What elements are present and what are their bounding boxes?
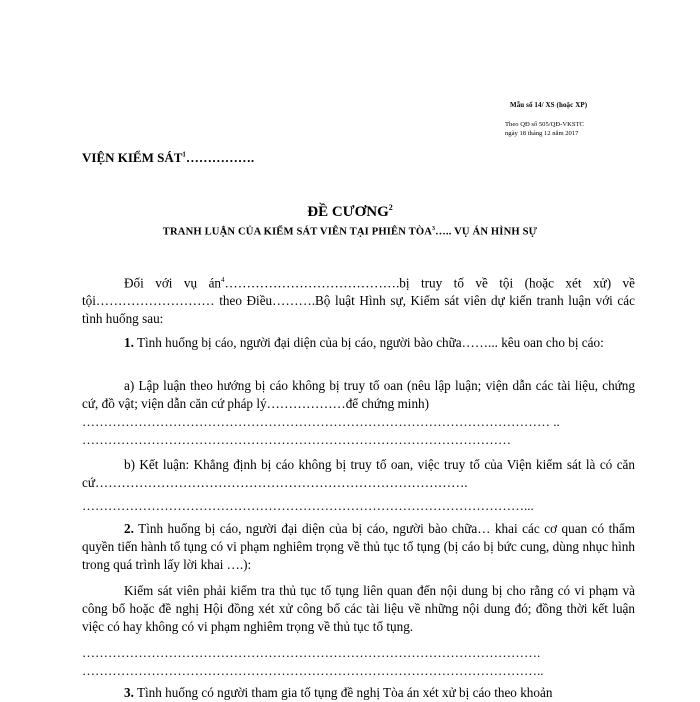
footnote-ref: 1 [182,150,186,159]
section-text: Tình huống có người tham gia tố tụng đề nghị Tòa án xét xử bị cáo theo khoản [136,685,553,700]
document-subtitle [0,226,700,238]
footnote-ref: 3 [432,226,436,232]
title-main: ĐỀ CƯƠNG [307,204,389,220]
section-text: Tình huống bị cáo, người đại diện của bị cáo, người bào chữa……... kêu oan cho bị cáo: [136,335,604,350]
section-1-a: a) Lập luận theo hướng bị cáo không bị truy tố oan (nêu lập luận; viện dẫn các tài liệu, chứng cứ, đồ vật; viện dẫn căn cứ pháp lý………………để chứng minh) [82,378,635,411]
dotted-line: ……………………………………………………………………………………………. [82,645,541,660]
dotted-line: ……………………………………………………………………………………… [82,432,511,447]
section-1-b: b) Kết luận: Khẳng định bị cáo không bị truy tố oan, việc truy tố của Viện kiểm sát là có căn cứ…………………………………………………………………………. [82,457,635,490]
footnote-ref: 2 [388,203,393,212]
intro-b: ………………………………….bị truy tố về tội (hoặc xét xử) về tội……………………… theo Điều……….Bộ luật Hình sự, Kiểm sát viên dự kiến tranh luận với các tình huống sau: [82,275,635,327]
agency-label: VIỆN KIỂM SÁT [82,150,183,165]
subtitle-part-a: TRANH LUẬN CỦA KIỂM SÁT VIÊN TẠI PHIÊN TÒA [162,226,433,238]
intro-a: Đối với vụ án [124,275,222,291]
footnote-ref: 4 [221,276,225,284]
decision-line-2: ngày 18 tháng 12 năm 2017 [505,129,579,137]
agency-dots: ……………. [185,150,255,165]
section-text: Tình huống bị cáo, người đại diện của bị cáo, người bào chữa… khai các cơ quan có thẩm quyền tiến hành tố tụng có vi phạm nghiêm trọng về thủ tục tố tụng (bị cáo bị bức cung, dùng nhục hình trong quá trình lấy lời khai ….): [82,521,635,572]
section-number: 1. [124,335,134,350]
section-number: 2. [124,521,134,536]
decision-reference [505,121,584,139]
dotted-line: ……………………………………………………………………………………………… .. [82,414,560,429]
section-1-heading [82,334,635,352]
section-number: 3. [124,685,134,700]
agency-line [82,150,254,166]
form-code: Mẫu số 14/ XS (hoặc XP) [510,101,588,109]
dotted-line: …………………………………………………………………………………………... [82,498,534,513]
section-2-paragraph: Kiểm sát viên phải kiểm tra thủ tục tố tụng liên quan đến nội dung bị cho rằng có vi phạm và công bố hoặc đề nghị Hội đồng xét xử công bố các tài liệu về những nội dung đó; đồng thời kết luận việc có hay không có vi phạm nghiêm trọng về thủ tục tố tụng. [82,583,635,634]
section-2-heading [82,520,635,574]
subtitle-part-b: ….. VỤ ÁN HÌNH SỰ [435,226,538,238]
intro-paragraph [82,271,635,328]
document-title [0,203,700,221]
section-3-heading [82,684,635,702]
decision-line-1: Theo QĐ số 505/QĐ-VKSTC [505,121,584,128]
dotted-line: …………………………………………………………………………………………….. [82,663,544,678]
